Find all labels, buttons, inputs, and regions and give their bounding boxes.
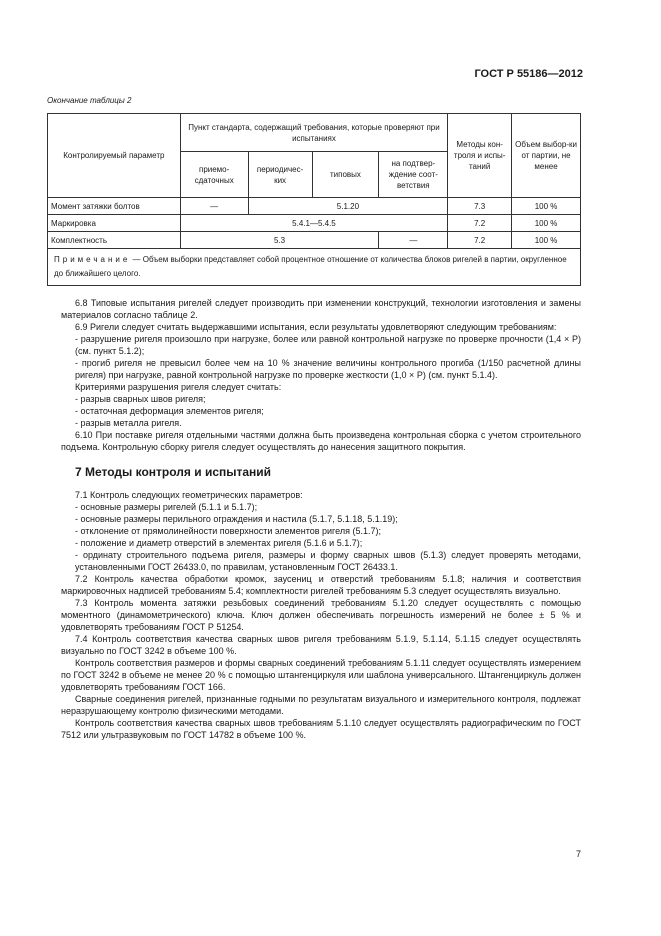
paragraph-7-2: 7.2 Контроль качества обработки кромок, заусениц и отверстий требованиям 5.1.8; наличия и соответствия маркировочных надписей требованиям 5.4; комплектности ригелей требованиям 5.3 следует осуществлять визуально. [61, 574, 581, 596]
row-sample: 100 % [512, 198, 581, 215]
row-method: 7.3 [448, 198, 512, 215]
row-sample: 100 % [512, 215, 581, 232]
paragraph-6-8: 6.8 Типовые испытания ригелей следует производить при изменении конструкций, технологии изготовления и замены материалов согласно таблице 2. [61, 298, 581, 320]
paragraph-7-4d: Контроль соответствия качества сварных швов требованиям 5.1.10 следует осуществлять радиографическим по ГОСТ 7512 или ультразвуковым по ГОСТ 14782 в объеме 100 %. [61, 718, 581, 740]
row-acceptance: — [180, 198, 248, 215]
header-periodic: периодичес-ких [248, 152, 312, 198]
header-param: Контролируемый параметр [48, 114, 181, 198]
header-acceptance: приемо-сдаточных [180, 152, 248, 198]
requirements-table [47, 113, 581, 286]
header-sample: Объем выбор-ки от партии, не менее [512, 114, 581, 198]
list-item: - прогиб ригеля не превысил более чем на 10 % значение величины контрольного прогиба (1/150 расчетной длины ригеля) при нагрузке, равной контрольной нагрузке по проверке жесткости (1,0 × P) (см. пункт 5.1.4). [75, 358, 581, 380]
row-method: 7.2 [448, 215, 512, 232]
row-param: Момент затяжки болтов [48, 198, 181, 215]
table-row [48, 198, 581, 215]
list-item: - отклонение от прямолинейности поверхности элементов ригеля (5.1.7); [75, 526, 381, 536]
list-item: - основные размеры перильного ограждения и настила (5.1.7, 5.1.18, 5.1.19); [75, 514, 398, 524]
list-item: - основные размеры ригелей (5.1.1 и 5.1.7); [75, 502, 258, 512]
row-param: Маркировка [48, 215, 181, 232]
document-id: ГОСТ Р 55186—2012 [474, 68, 583, 80]
paragraph-7-3: 7.3 Контроль момента затяжки резьбовых соединений требованиям 5.1.20 следует осуществлять с помощью моментного (динамометрического) ключа. Ключ должен обеспечивать погрешность измерений не более ± 5 % и удовлетворять требованиям ГОСТ Р 51254. [61, 598, 581, 632]
list-item: - остаточная деформация элементов ригеля; [75, 406, 264, 416]
header-clause-group: Пункт стандарта, содержащий требования, которые проверяют при испытаниях [180, 114, 448, 152]
list-item: - разрыв сварных швов ригеля; [75, 394, 206, 404]
row-confirm: — [379, 232, 448, 249]
paragraph-6-9: 6.9 Ригели следует считать выдержавшими испытания, если результаты удовлетворяют следующим требованиям: [75, 322, 557, 332]
list-item: - положение и диаметр отверстий в элементах ригеля (5.1.6 и 5.1.7); [75, 538, 363, 548]
row-sample: 100 % [512, 232, 581, 249]
paragraph-7-4: 7.4 Контроль соответствия качества сварных швов ригеля требованиям 5.1.9, 5.1.14, 5.1.15 следует осуществлять визуально по ГОСТ 3242 в объеме 100 %. [61, 634, 581, 656]
table-note-row [48, 249, 581, 286]
table-row [48, 232, 581, 249]
row-param: Комплектность [48, 232, 181, 249]
note-label: Примечание [54, 255, 131, 264]
note-text: — Объем выборки представляет собой процентное отношение от количества блоков ригелей в партии, округленное до ближайшего целого. [54, 255, 567, 278]
paragraph-7-1: 7.1 Контроль следующих геометрических параметров: [75, 490, 303, 500]
row-clause: 5.3 [180, 232, 379, 249]
table-row [48, 215, 581, 232]
body-text [61, 297, 581, 741]
section-heading-7: 7 Методы контроля и испытаний [75, 465, 272, 479]
row-clause: 5.1.20 [248, 198, 448, 215]
header-methods: Методы кон-троля и испы-таний [448, 114, 512, 198]
page-number: 7 [575, 849, 581, 859]
paragraph-7-4c: Сварные соединения ригелей, признанные годными по результатам визуального и измерительного контроля, подлежат неразрушающему контролю физическими методами. [61, 694, 581, 716]
header-type-tests: типовых [312, 152, 379, 198]
paragraph-criteria: Критериями разрушения ригеля следует считать: [75, 382, 282, 392]
paragraph-7-4b: Контроль соответствия размеров и формы сварных соединений требованиям 5.1.11 следует осуществлять измерением по ГОСТ 3242 в объеме не менее 20 % с помощью штангенциркуля или шаблона универсального. Штангенциркуль должен удовлетворять требованиям ГОСТ 166. [61, 658, 581, 692]
header-confirm: на подтвер-ждение соот-ветствия [379, 152, 448, 198]
table-note [48, 249, 581, 286]
row-method: 7.2 [448, 232, 512, 249]
list-item: - разрыв металла ригеля. [75, 418, 182, 428]
list-item: - ординату строительного подъема ригеля, размеры и форму сварных швов (5.1.3) следует проверять методами, установленными ГОСТ 26433.0, по правилам, установленным ГОСТ 26433.1. [75, 550, 581, 572]
paragraph-6-10: 6.10 При поставке ригеля отдельными частями должна быть произведена контрольная сборка с учетом строительного подъема. Контрольную сборку ригеля следует осуществлять до нанесения защитного покрытия. [61, 430, 581, 452]
list-item: - разрушение ригеля произошло при нагрузке, более или равной контрольной нагрузке по проверке прочности (1,4 × P) (см. пункт 5.1.2); [75, 334, 581, 356]
table-caption: Окончание таблицы 2 [47, 96, 132, 105]
row-clause: 5.4.1—5.4.5 [180, 215, 448, 232]
